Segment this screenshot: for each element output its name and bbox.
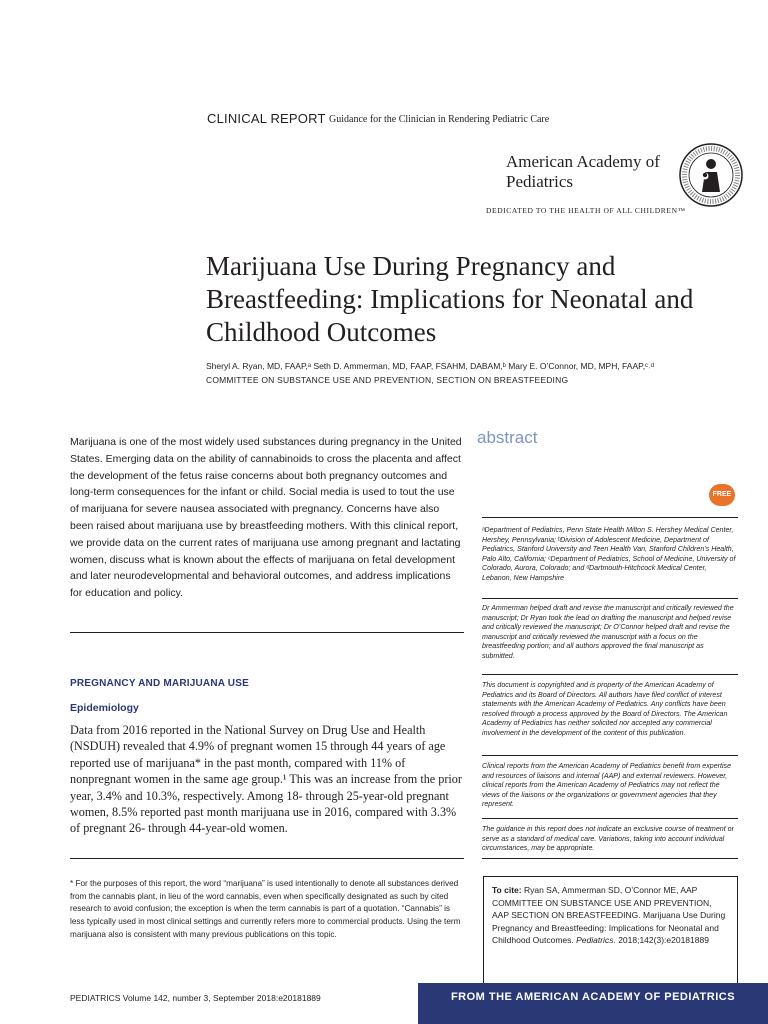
article-title: Marijuana Use During Pregnancy and Breastfeeding: Implications for Neonatal and Childhood Outcomes xyxy=(206,251,694,347)
abstract-text: Marijuana is one of the most widely used substances during pregnancy in the United States. Emerging data on the ability of cannabinoids to cross the placenta and affect the development of the fetus raise concerns about both pregnancy outcomes and long-term consequences for the infant or child. Social media is used to tout the use of marijuana for severe nausea associated with pregnancy. Concerns have also been raised about marijuana use by breastfeeding mothers. With this clinical report, we provide data on the current rates of marijuana use among pregnant and lactating women, discuss what is known about the effects of marijuana on fetal development and later neurodevelopmental and behavioral outcomes, and address implications for education and policy. xyxy=(70,436,462,600)
divider xyxy=(70,858,464,859)
copyright-statement: This document is copyrighted and is property of the American Academy of Pediatrics and its Board of Directors. All authors have filed conflict of interest statements with the American Academy of Pediatrics. Any conflicts have been resolved through a process approved by the Board of Directors. The American Academy of Pediatrics has neither solicited nor accepted any commercial involvement in the development of the content of this publication. xyxy=(482,681,728,737)
author-list: Sheryl A. Ryan, MD, FAAP,ᵃ Seth D. Ammerman, MD, FAAP, FSAHM, DABAM,ᵇ Mary E. O’Connor, MD, MPH, FAAP,ᶜ˒ᵈ xyxy=(206,361,655,371)
subsection-heading: Epidemiology xyxy=(70,702,139,714)
free-badge: FREE xyxy=(709,484,735,506)
report-subtitle: Guidance for the Clinician in Rendering Pediatric Care xyxy=(329,114,550,125)
contributions: Dr Ammerman helped draft and revise the manuscript and critically reviewed the manuscript; Dr Ryan took the lead on drafting the manuscript and helped revise and critically reviewed the manuscript; Dr O’Connor helped draft and revise the manuscript and critically reviewed the manuscript with a focus on the breastfeeding portion; and all authors approved the final manuscript as submitted. xyxy=(482,604,734,660)
divider xyxy=(482,598,738,599)
cite-text: Ryan SA, Ammerman SD, O’Connor ME, AAP COMMITTEE ON SUBSTANCE USE AND PREVENTION, AAP SECTION ON BREASTFEEDING. Marijuana Use During Pregnancy and Breastfeeding: Implications for Neonatal and Childhood Outcomes. xyxy=(492,885,726,946)
affiliations: ᵃDepartment of Pediatrics, Penn State Health Milton S. Hershey Medical Center, Hershey, Pennsylvania; ᵇDivision of Adolescent Medicine, Department of Pediatrics, Stanford University and Teen Health Van, Stanford Children’s Health, Palo Alto, California; ᶜDepartment of Pediatrics, School of Medicine, University of Colorado, Aurora, Colorado; and ᵈDartmouth-Hitchcock Medical Center, Lebanon, New Hampshire xyxy=(482,526,736,582)
body-paragraph: Data from 2016 reported in the National Survey on Drug Use and Health (NSDUH) revealed that 4.9% of pregnant women 15 through 44 years of age reported use of marijuana* in the past month, compared with 11% of nonpregnant women in the same age group.¹ This was an increase from the prior year, 3.4% and 10.3%, respectively. Among 18- through 25-year-old pregnant women, 8.5% reported past month marijuana use in 2016, compared with 3.3% of pregnant 26- through 44-year-old women. xyxy=(70,723,462,836)
divider xyxy=(482,517,738,518)
footnote: * For the purposes of this report, the word “marijuana” is used intentionally to denote all substances derived from the cannabis plant, in lieu of the word cannabis, even when specifically designated as such by cited research to avoid confusion; the exception is when the term cannabis is part of a quotation. “Cannabis” is less typically used in most clinical settings and currently refers more to commercial products. Using the term marijuana also is consistent with many previous publications on this topic. xyxy=(70,879,461,939)
org-tagline: DEDICATED TO THE HEALTH OF ALL CHILDREN™ xyxy=(486,206,686,215)
committee-line: COMMITTEE ON SUBSTANCE USE AND PREVENTION, SECTION ON BREASTFEEDING xyxy=(206,375,569,385)
citation-box xyxy=(483,876,738,984)
divider xyxy=(482,674,738,675)
divider xyxy=(482,818,738,819)
abstract-heading: abstract xyxy=(477,428,538,447)
report-type: CLINICAL REPORT xyxy=(207,111,326,126)
divider xyxy=(482,858,738,859)
org-name: American Academy of Pediatrics xyxy=(506,152,660,191)
aap-seal-icon xyxy=(678,142,744,208)
cite-label: To cite: xyxy=(492,885,522,895)
guidance-note: The guidance in this report does not indicate an exclusive course of treatment or serve as a standard of medical care. Variations, taking into account individual circumstances, may be appropriate. xyxy=(482,825,734,852)
divider xyxy=(482,755,738,756)
footer-banner-text: FROM THE AMERICAN ACADEMY OF PEDIATRICS xyxy=(450,991,736,1003)
cite-journal: Pediatrics. xyxy=(576,935,616,946)
footer-citation: PEDIATRICS Volume 142, number 3, September 2018:e20181889 xyxy=(70,993,321,1003)
footer-banner xyxy=(418,983,768,1024)
clinical-reports-note: Clinical reports from the American Academy of Pediatrics benefit from expertise and resources of liaisons and internal (AAP) and external reviewers. However, clinical reports from the American Academy of Pediatrics may not reflect the views of the liaisons or the organizations or government agencies that they represent. xyxy=(482,762,732,808)
cite-tail: 2018;142(3):e20181889 xyxy=(618,935,709,946)
section-heading: PREGNANCY AND MARIJUANA USE xyxy=(70,678,249,689)
divider xyxy=(70,632,464,633)
